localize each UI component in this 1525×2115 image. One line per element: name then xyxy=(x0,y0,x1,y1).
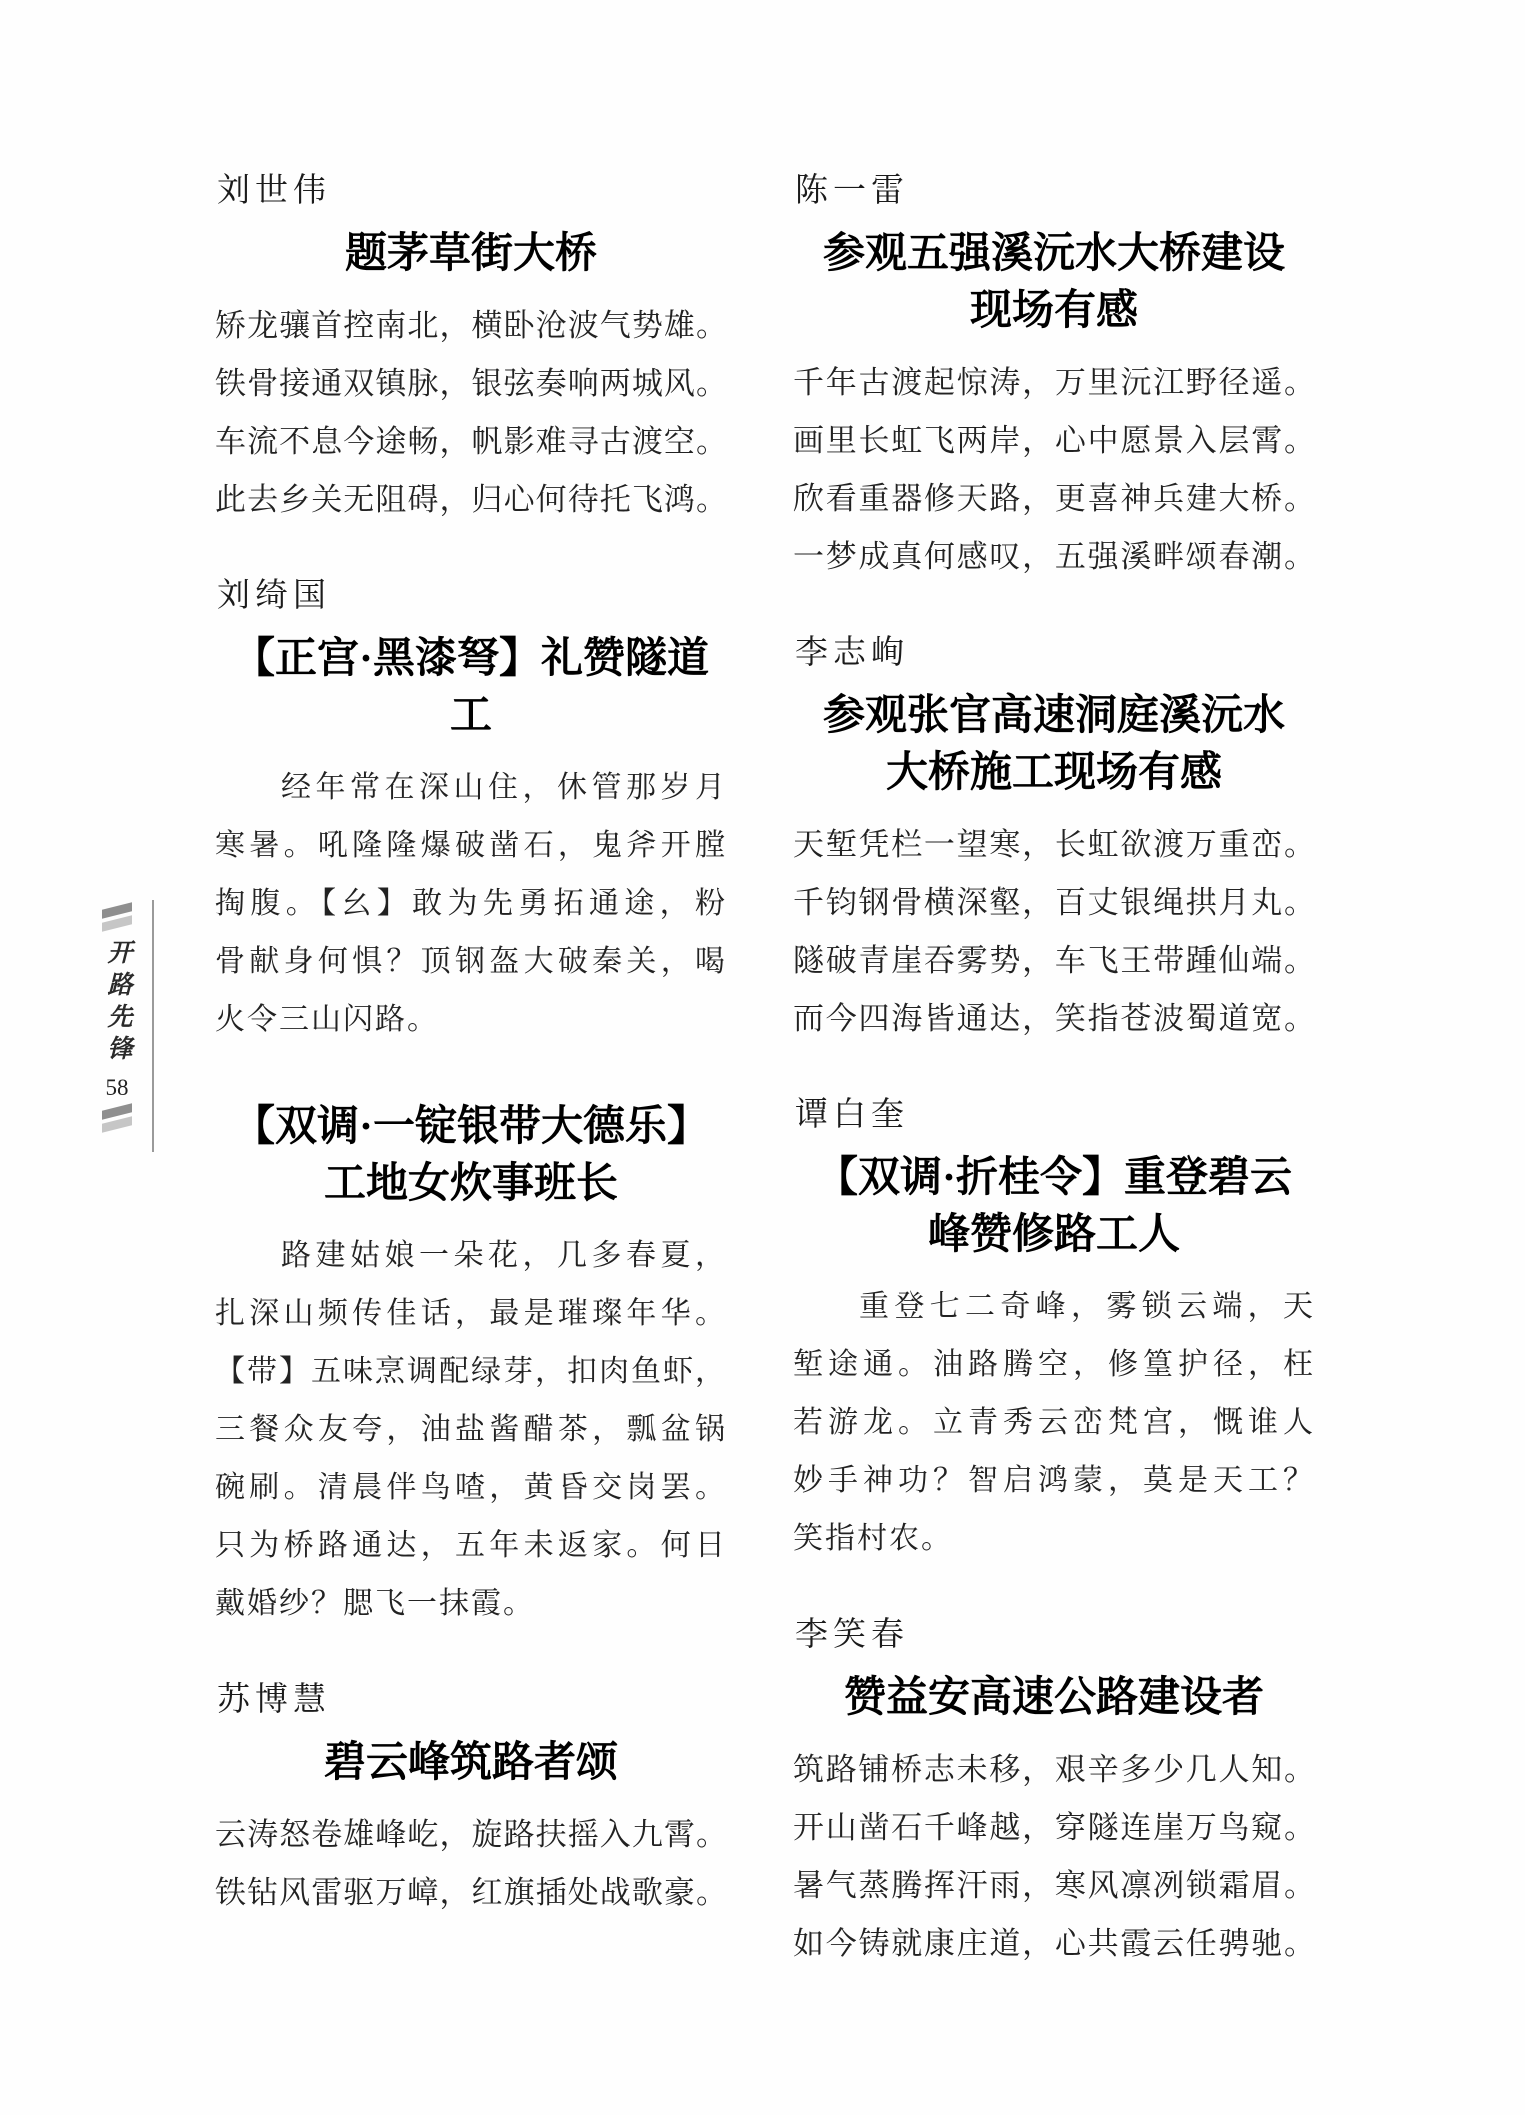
qu-line: 重登七二奇峰，雾锁云端，天 xyxy=(859,1290,1315,1323)
verse-line: 矫龙骧首控南北，横卧沧波气势雄。 xyxy=(215,308,727,343)
verse-body xyxy=(793,354,1315,586)
qu-line: 路建姑娘一朵花，几多春夏， xyxy=(281,1239,727,1272)
verse-line: 隧破青崖吞雾势，车飞王带踵仙端。 xyxy=(793,943,1315,978)
poem-section xyxy=(793,1092,1315,1568)
poem-section xyxy=(215,1677,727,1922)
sanqu-body xyxy=(215,1227,727,1633)
poem-section xyxy=(215,168,727,529)
poem-title-line: 参观五强溪沅水大桥建设 xyxy=(822,231,1285,277)
poem-section xyxy=(215,573,727,1049)
left-column xyxy=(215,168,727,1973)
poem-title-line: 【双调·一锭银带大德乐】 xyxy=(232,1104,709,1150)
poem-title-line: 工地女炊事班长 xyxy=(323,1161,618,1207)
verse-line: 千年古渡起惊涛，万里沅江野径遥。 xyxy=(793,365,1315,400)
author-name: 李志峋 xyxy=(795,635,909,671)
verse-line: 开山凿石千峰越，穿隧连崖万鸟窥。 xyxy=(793,1810,1315,1845)
poem-columns xyxy=(215,168,1315,1973)
right-column xyxy=(793,168,1315,1973)
author-name: 谭白奎 xyxy=(795,1097,909,1133)
qu-line: 火令三山闪路。 xyxy=(215,1003,439,1036)
qu-line: 若游龙。立青秀云峦梵宫，慨谁人 xyxy=(793,1406,1315,1439)
author-name: 刘绮国 xyxy=(217,578,331,614)
qu-line: 经年常在深山住，休管那岁月 xyxy=(281,771,727,804)
poem-title-line: 【双调·折桂令】重登碧云 xyxy=(815,1155,1292,1201)
verse-line: 暑气蒸腾挥汗雨，寒风凛冽锁霜眉。 xyxy=(793,1868,1315,1903)
verse-line: 如今铸就康庄道，心共霞云任骋驰。 xyxy=(793,1926,1315,1961)
qu-line: 戴婚纱？腮飞一抹霞。 xyxy=(215,1587,535,1620)
poem-title-line: 现场有感 xyxy=(969,288,1138,334)
verse-body xyxy=(793,1741,1315,1973)
verse-line: 欣看重器修天路，更喜神兵建大桥。 xyxy=(793,481,1315,516)
qu-line: 骨献身何惧？顶钢盔大破秦关，喝 xyxy=(215,945,727,978)
verse-line: 天堑凭栏一望寒，长虹欲渡万重峦。 xyxy=(793,827,1315,862)
verse-line: 铁钻风雷驱万嶂，红旗插处战歌豪。 xyxy=(215,1875,727,1910)
poem-title xyxy=(793,688,1315,802)
poem-title xyxy=(215,226,727,283)
poem-title xyxy=(793,1670,1315,1727)
poem-title-line: 【正宫·黑漆弩】礼赞隧道工 xyxy=(232,636,709,739)
qu-line: 扎深山频传佳话，最是璀璨年华。 xyxy=(215,1297,727,1330)
poem-title-line: 参观张官高速洞庭溪沅水 xyxy=(822,693,1285,739)
page-margin-marker xyxy=(90,900,154,1152)
poem-section xyxy=(793,1612,1315,1973)
verse-line: 云涛怒卷雄峰屹，旋路扶摇入九霄。 xyxy=(215,1817,727,1852)
poem-title xyxy=(215,1735,727,1792)
qu-line: 笑指村农。 xyxy=(793,1522,953,1555)
sanqu-body xyxy=(793,1278,1315,1568)
qu-line: 只为桥路通达，五年未返家。何日 xyxy=(215,1529,727,1562)
author-name: 苏博慧 xyxy=(217,1682,331,1718)
poem-section xyxy=(215,1099,727,1633)
verse-line: 画里长虹飞两岸，心中愿景入层霄。 xyxy=(793,423,1315,458)
poem-title xyxy=(215,1099,727,1213)
author-name: 刘世伟 xyxy=(217,173,331,209)
sanqu-body xyxy=(215,759,727,1049)
poem-title-line: 赞益安高速公路建设者 xyxy=(843,1675,1264,1721)
verse-line: 一梦成真何感叹，五强溪畔颂春潮。 xyxy=(793,539,1315,574)
verse-line: 此去乡关无阻碍，归心何待托飞鸿。 xyxy=(215,482,727,517)
banner-ornament-icon xyxy=(102,1116,132,1132)
page-number: 58 xyxy=(105,1075,129,1100)
qu-line: 寒暑。吼隆隆爆破凿石，鬼斧开膛 xyxy=(215,829,727,862)
verse-line: 筑路铺桥志未移，艰辛多少几人知。 xyxy=(793,1752,1315,1787)
poem-title xyxy=(215,631,727,745)
poem-title xyxy=(793,226,1315,340)
poem-section xyxy=(793,630,1315,1048)
poem-title-line: 碧云峰筑路者颂 xyxy=(323,1740,618,1786)
qu-line: 【带】五味烹调配绿芽，扣肉鱼虾， xyxy=(215,1355,727,1388)
verse-body xyxy=(215,1806,727,1922)
verse-body xyxy=(215,297,727,529)
author-name: 陈一雷 xyxy=(795,173,909,209)
verse-body xyxy=(793,816,1315,1048)
poem-title-line: 题茅草街大桥 xyxy=(344,231,597,277)
verse-line: 而今四海皆通达，笑指苍波蜀道宽。 xyxy=(793,1001,1315,1036)
verse-line: 铁骨接通双镇脉，银弦奏响两城风。 xyxy=(215,366,727,401)
qu-line: 堑途通。油路腾空，修篁护径，枉 xyxy=(793,1348,1315,1381)
poem-title-line: 大桥施工现场有感 xyxy=(885,750,1222,796)
verse-line: 千钧钢骨横深壑，百丈银绳拱月丸。 xyxy=(793,885,1315,920)
author-name: 李笑春 xyxy=(795,1617,909,1653)
poem-section xyxy=(793,168,1315,586)
qu-line: 妙手神功？智启鸿蒙，莫是天工？ xyxy=(793,1464,1315,1497)
book-title: 开路先锋 xyxy=(104,939,131,1067)
qu-line: 碗刷。清晨伴鸟喳，黄昏交岗罢。 xyxy=(215,1471,727,1504)
qu-line: 掏腹。【幺】敢为先勇拓通途，粉 xyxy=(215,887,727,920)
verse-line: 车流不息今途畅，帆影难寻古渡空。 xyxy=(215,424,727,459)
poem-title-line: 峰赞修路工人 xyxy=(927,1212,1180,1258)
poem-title xyxy=(793,1150,1315,1264)
banner-ornament-icon xyxy=(102,915,132,931)
qu-line: 三餐众友夸，油盐酱醋茶，瓢盆锅 xyxy=(215,1413,727,1446)
